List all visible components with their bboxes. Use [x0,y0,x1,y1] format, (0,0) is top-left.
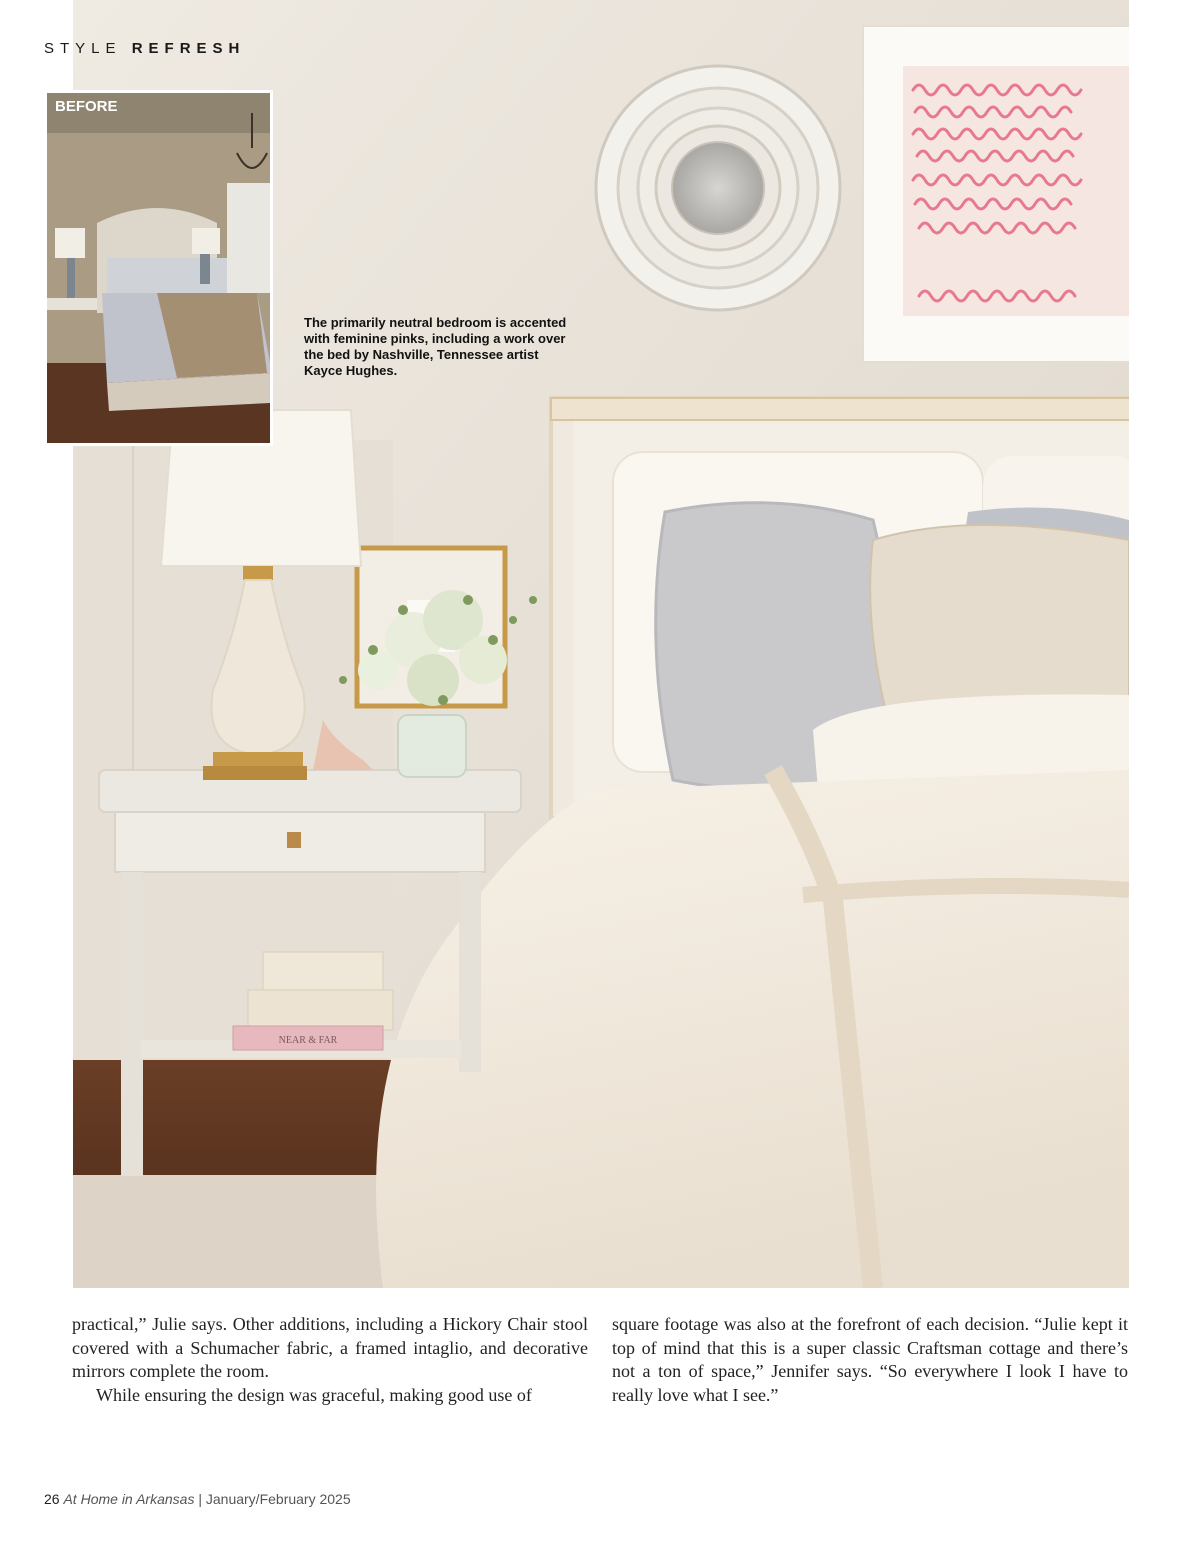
before-photo-illustration [47,93,270,443]
section-label [44,40,245,57]
photo-caption: The primarily neutral bedroom is accented with feminine pinks, including a work over the bed by Nashville, Tennessee artist Kayce Hughes. [304,315,567,378]
body-column-left [72,1313,588,1407]
before-photo [47,93,270,443]
before-label: BEFORE [55,98,118,115]
section-label-light: STYLE [44,40,122,57]
body-paragraph: While ensuring the design was graceful, making good use of [96,1384,532,1405]
art-frame [863,26,1129,362]
book-spine-text: NEAR & FAR [278,1035,338,1046]
magazine-name: At Home in Arkansas [63,1491,195,1507]
scalloped-mirror [596,66,840,310]
issue-date: | January/February 2025 [198,1491,351,1507]
body-column-right [612,1313,1128,1407]
before-photo-inset [44,90,273,446]
body-paragraph: practical,” Julie says. Other additions, including a Hickory Chair stool covered with a Schumacher fabric, a framed intaglio, and decorative mirrors complete the room. [72,1314,588,1381]
page-footer [44,1491,351,1507]
page-number: 26 [44,1491,60,1507]
section-label-bold: REFRESH [131,40,246,57]
body-paragraph: square footage was also at the forefront of each decision. “Julie kept it top of mind that this is a super classic Craftsman cottage and there’s not a ton of space,” Jennifer says. “So everywhere I look I have to really love what I see.” [612,1314,1128,1405]
